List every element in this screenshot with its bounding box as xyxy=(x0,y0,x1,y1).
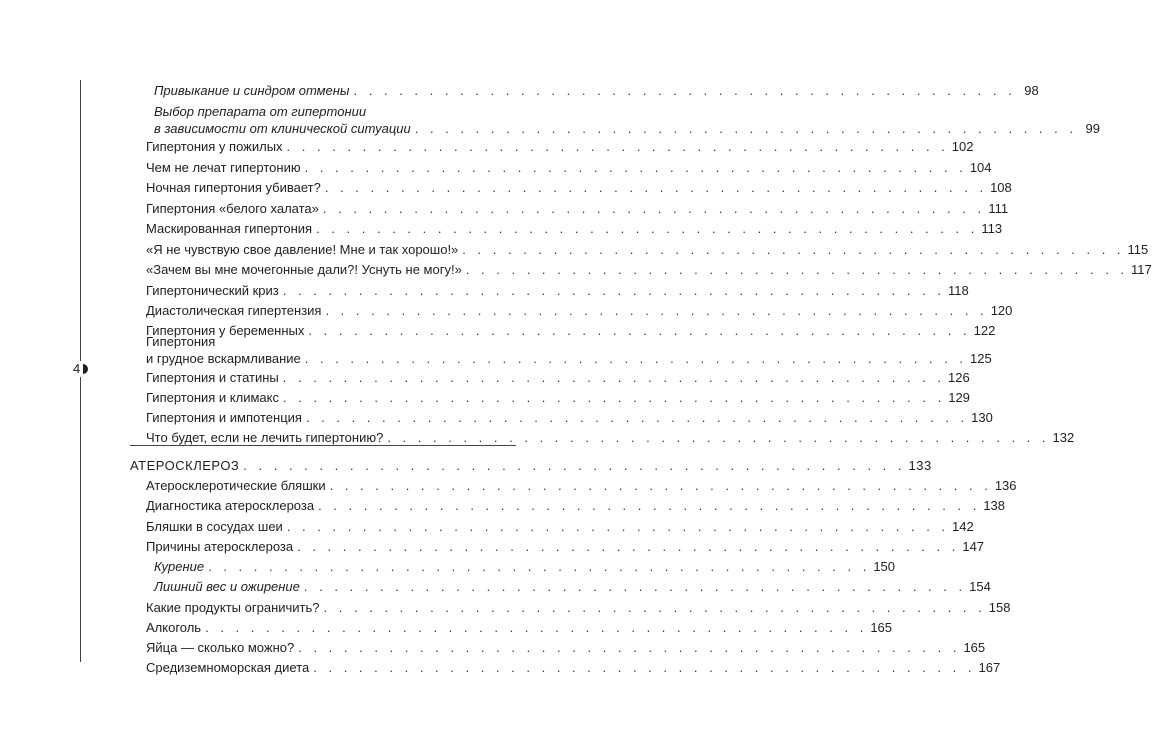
leader-dots: . . . . . . . . . . . . . . . . . . . . . . . . . . . . . . . . . . . . . . . . . . . . xyxy=(316,221,979,236)
toc-entry-title: Диастолическая гипертензия xyxy=(146,303,322,318)
leader-dots: . . . . . . . . . . . . . . . . . . . . . . . . . . . . . . . . . . . . . . . . . . . . xyxy=(303,579,967,594)
toc-entry xyxy=(146,241,1149,258)
toc-entry-title: Ночная гипертония убивает? xyxy=(146,180,321,195)
toc-entry xyxy=(146,369,970,386)
toc-entry-title-line1: Выбор препарата от гипертонии xyxy=(154,104,367,119)
toc-entry-page: 102 xyxy=(951,139,974,154)
leader-dots: . . . . . . . . . . . . . . . . . . . . . . . . . . . . . . . . . . . . . . . . . . . . xyxy=(304,160,967,175)
leader-dots: . . . . . . . . . . . . . . . . . . . . . . . . . . . . . . . . . . . . . . . . . . . . xyxy=(298,640,961,655)
toc-entry-title: Что будет, если не лечить гипертонию? xyxy=(146,430,384,445)
toc-entry-page: 122 xyxy=(973,323,996,338)
toc-entry-title: Гипертония у беременных xyxy=(146,323,305,338)
toc-entry-page: 113 xyxy=(981,221,1003,236)
toc-entry-title: Яйца — сколько можно? xyxy=(146,640,295,655)
toc-entry-page: 165 xyxy=(870,620,893,635)
toc-entry-page: 129 xyxy=(948,390,970,405)
leader-dots: . . . . . . . . . . . . . . . . . . . . . . . . . . . . . . . . . . . . . . . . . . . . xyxy=(324,180,988,195)
toc-entry-title: Чем не лечат гипертонию xyxy=(146,160,301,175)
toc-entry xyxy=(146,159,992,176)
leader-dots: . . . . . . . . . . . . . . . . . . . . . . . . . . . . . . . . . . . . . . . . . . . . xyxy=(322,201,986,216)
toc-entry-page: 154 xyxy=(969,579,991,594)
toc-entry xyxy=(146,409,993,426)
toc-entry-page: 99 xyxy=(1085,121,1100,136)
toc-entry-page: 108 xyxy=(990,180,1012,195)
page-marker xyxy=(73,361,90,377)
toc-entry xyxy=(146,599,1011,616)
leader-dots: . . . . . . . . . . . . . . . . . . . . . . . . . . . . . . . . . . . . . . . . . . . . xyxy=(297,539,960,554)
toc-entry-title: Привыкание и синдром отмены xyxy=(154,83,350,98)
leader-dots: . . . . . . . . . . . . . . . . . . . . . . . . . . . . . . . . . . . . . . . . . . . . xyxy=(329,478,992,493)
toc-entry xyxy=(146,200,1009,217)
toc-entry-title: Гипертония и статины xyxy=(146,370,279,385)
toc-entry-title: Причины атеросклероза xyxy=(146,539,294,554)
leader-dots: . . . . . . . . . . . . . . . . . . . . . . . . . . . . . . . . . . . . . . . . . . . . xyxy=(313,660,976,675)
toc-entry-page: 167 xyxy=(978,660,1001,675)
leader-dots: . . . . . . . . . . . . . . . . . . . . . . . . . . . . . . . . . . . . . . . . . . . . xyxy=(387,430,1050,445)
toc-entry xyxy=(146,659,1001,676)
toc-entry xyxy=(146,538,985,555)
toc-entry-page: 130 xyxy=(971,410,993,425)
toc-entry-title: Гипертония у пожилых xyxy=(146,139,283,154)
leader-dots: . . . . . . . . . . . . . . . . . . . . . . . . . . . . . . . . . . . . . . . . . . . . xyxy=(305,410,969,425)
toc-entry-title: Гипертонический криз xyxy=(146,283,279,298)
toc-entry-title: «Я не чувствую свое давление! Мне и так хорошо!» xyxy=(146,242,459,257)
toc-entry-page: 138 xyxy=(983,498,1006,513)
toc-entry-title: и грудное вскармливание xyxy=(146,351,301,366)
toc-entry-page: 132 xyxy=(1052,430,1075,445)
toc-entry xyxy=(146,350,992,367)
toc-entry xyxy=(146,619,893,636)
leader-dots: . . . . . . . . . . . . . . . . . . . . . . . . . . . . . . . . . . . . . . . . . . . . xyxy=(353,83,1016,98)
toc-entry xyxy=(146,639,986,656)
leader-dots: . . . . . . . . . . . . . . . . . . . . . . . . . . . . . . . . . . . . . . . . . . . . xyxy=(318,498,981,513)
leader-dots: . . . . . . . . . . . . . . . . . . . . . . . . . . . . . . . . . . . . . . . . . . . . xyxy=(465,262,1129,277)
toc-entry-page: 136 xyxy=(994,478,1017,493)
toc-entry xyxy=(146,389,970,406)
leader-dots: . . . . . . . . . . . . . . . . . . . . . . . . . . . . . . . . . . . . . . . . . . . . xyxy=(282,390,946,405)
toc-entry-page: 117 xyxy=(1131,262,1152,277)
toc-entry-title: Диагностика атеросклероза xyxy=(146,498,315,513)
toc-entry-page: 115 xyxy=(1127,242,1149,257)
toc-entry-title: Алкоголь xyxy=(146,620,202,635)
toc-entry xyxy=(146,261,1152,278)
toc-entry-page: 125 xyxy=(969,351,992,366)
leader-dots: . . . . . . . . . . . . . . . . . . . . . . . . . . . . . . . . . . . . . . . . . . . . xyxy=(462,242,1125,257)
toc-entry xyxy=(146,429,1075,446)
leader-dots: . . . . . . . . . . . . . . . . . . . . . . . . . . . . . . . . . . . . . . . . . . . . xyxy=(282,370,946,385)
toc-entry-page: 126 xyxy=(948,370,970,385)
toc-entry-title: Средиземноморская диета xyxy=(146,660,310,675)
leader-dots: . . . . . . . . . . . . . . . . . . . . . . . . . . . . . . . . . . . . . . . . . . . . xyxy=(208,559,871,574)
leader-dots: . . . . . . . . . . . . . . . . . . . . . . . . . . . . . . . . . . . . . . . . . . . . xyxy=(286,519,950,534)
toc-entry-page: 150 xyxy=(873,559,896,574)
leader-dots: . . . . . . . . . . . . . . . . . . . . . . . . . . . . . . . . . . . . . . . . . . . . xyxy=(323,600,986,615)
toc-entry-title: Маскированная гипертония xyxy=(146,221,313,236)
half-moon-icon xyxy=(83,364,88,374)
toc-section-heading xyxy=(130,457,932,474)
toc-entry-title: Лишний вес и ожирение xyxy=(154,579,300,594)
leader-dots: . . . . . . . . . . . . . . . . . . . . . . . . . . . . . . . . . . . . . . . . . . . . xyxy=(243,458,906,473)
toc-entry-title: в зависимости от клинической ситуации xyxy=(154,121,411,136)
toc-entry xyxy=(146,497,1006,514)
toc-entry-page: 104 xyxy=(969,160,992,175)
leader-dots: . . . . . . . . . . . . . . . . . . . . . . . . . . . . . . . . . . . . . . . . . . . . xyxy=(282,283,945,298)
toc-entry xyxy=(146,179,1012,196)
toc-entry xyxy=(146,282,969,299)
toc-entry-title-line1: Гипертония xyxy=(146,334,216,349)
toc-entry-page: 133 xyxy=(908,458,932,473)
toc-entry xyxy=(146,302,1013,319)
toc-entry-title: «Зачем вы мне мочегонные дали?! Уснуть не могу!» xyxy=(146,262,462,277)
toc-entry-page: 118 xyxy=(947,283,969,298)
toc-entry xyxy=(146,518,974,535)
toc-entry-title: Атеросклеротические бляшки xyxy=(146,478,326,493)
leader-dots: . . . . . . . . . . . . . . . . . . . . . . . . . . . . . . . . . . . . . . . . . . . . xyxy=(304,351,967,366)
toc-entry-page: 120 xyxy=(990,303,1013,318)
toc-entry xyxy=(154,578,991,595)
leader-dots: . . . . . . . . . . . . . . . . . . . . . . . . . . . . . . . . . . . . . . . . . . . . xyxy=(205,620,868,635)
page-number: 4 xyxy=(73,361,81,376)
leader-dots: . . . . . . . . . . . . . . . . . . . . . . . . . . . . . . . . . . . . . . . . . . . . xyxy=(325,303,988,318)
toc-entry-page: 142 xyxy=(952,519,974,534)
toc-entry xyxy=(154,558,896,575)
toc-entry-page: 158 xyxy=(988,600,1011,615)
toc-entry-title: Гипертония «белого халата» xyxy=(146,201,319,216)
toc-entry-title: Бляшки в сосудах шеи xyxy=(146,519,283,534)
toc-section-title: АТЕРОСКЛЕРОЗ xyxy=(130,458,240,473)
toc-entry-title: Курение xyxy=(154,559,205,574)
toc-entry xyxy=(146,220,1003,237)
toc-entry xyxy=(146,477,1017,494)
toc-entry-page: 111 xyxy=(988,201,1009,216)
leader-dots: . . . . . . . . . . . . . . . . . . . . . . . . . . . . . . . . . . . . . . . . . . . . xyxy=(286,139,949,154)
toc-entry-page: 165 xyxy=(963,640,986,655)
leader-dots: . . . . . . . . . . . . . . . . . . . . . . . . . . . . . . . . . . . . . . . . . . . . xyxy=(308,323,971,338)
leader-dots: . . . . . . . . . . . . . . . . . . . . . . . . . . . . . . . . . . . . . . . . . . . . xyxy=(414,121,1077,136)
toc-entry-title: Гипертония и импотенция xyxy=(146,410,302,425)
toc-entry-page: 147 xyxy=(962,539,985,554)
toc-entry xyxy=(154,82,1039,99)
section-divider xyxy=(130,445,516,446)
toc-entry-page: 98 xyxy=(1024,83,1039,98)
toc-entry-title: Гипертония и климакс xyxy=(146,390,279,405)
toc-entry-title: Какие продукты ограничить? xyxy=(146,600,320,615)
toc-entry xyxy=(146,138,974,155)
toc-entry xyxy=(154,120,1100,137)
